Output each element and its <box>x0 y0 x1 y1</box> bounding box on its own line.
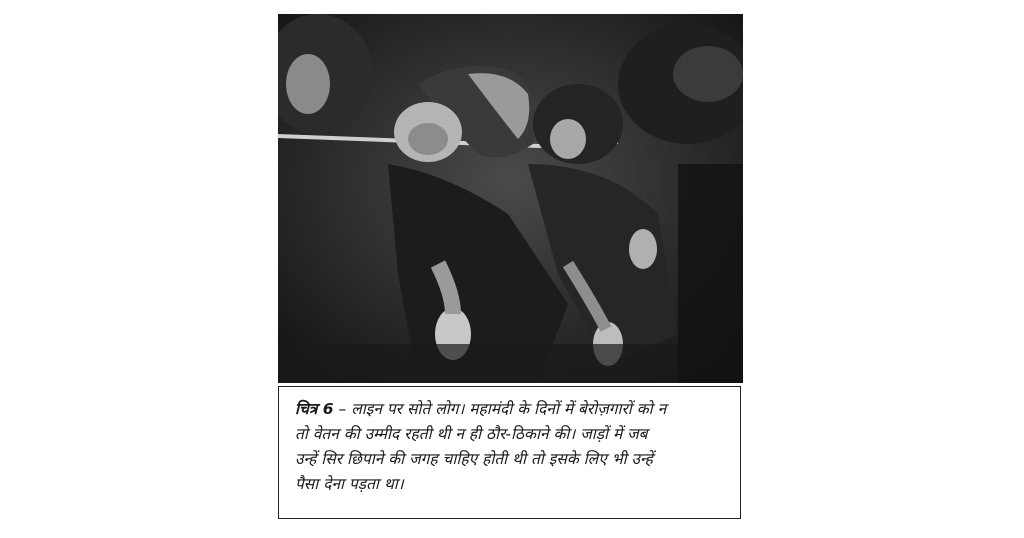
figure-label: चित्र 6 <box>295 400 334 418</box>
caption-line-3: उन्हें सिर छिपाने की जगह चाहिए होती थी तो इसके लिए भी उन्हें <box>295 450 653 468</box>
caption-line-2: तो वेतन की उम्मीद रहती थी न ही ठौर-ठिकाने की। जाड़ों में जब <box>295 425 648 443</box>
photo-illustration <box>278 14 743 383</box>
figure-caption <box>278 386 741 519</box>
caption-line-1 <box>295 397 726 422</box>
caption-line-4: पैसा देना पड़ता था। <box>295 475 404 493</box>
caption-text: – लाइन पर सोते लोग। महामंदी के दिनों में बेरोज़गारों को न <box>333 400 667 418</box>
photograph-people-sleeping-on-rope <box>278 14 743 383</box>
